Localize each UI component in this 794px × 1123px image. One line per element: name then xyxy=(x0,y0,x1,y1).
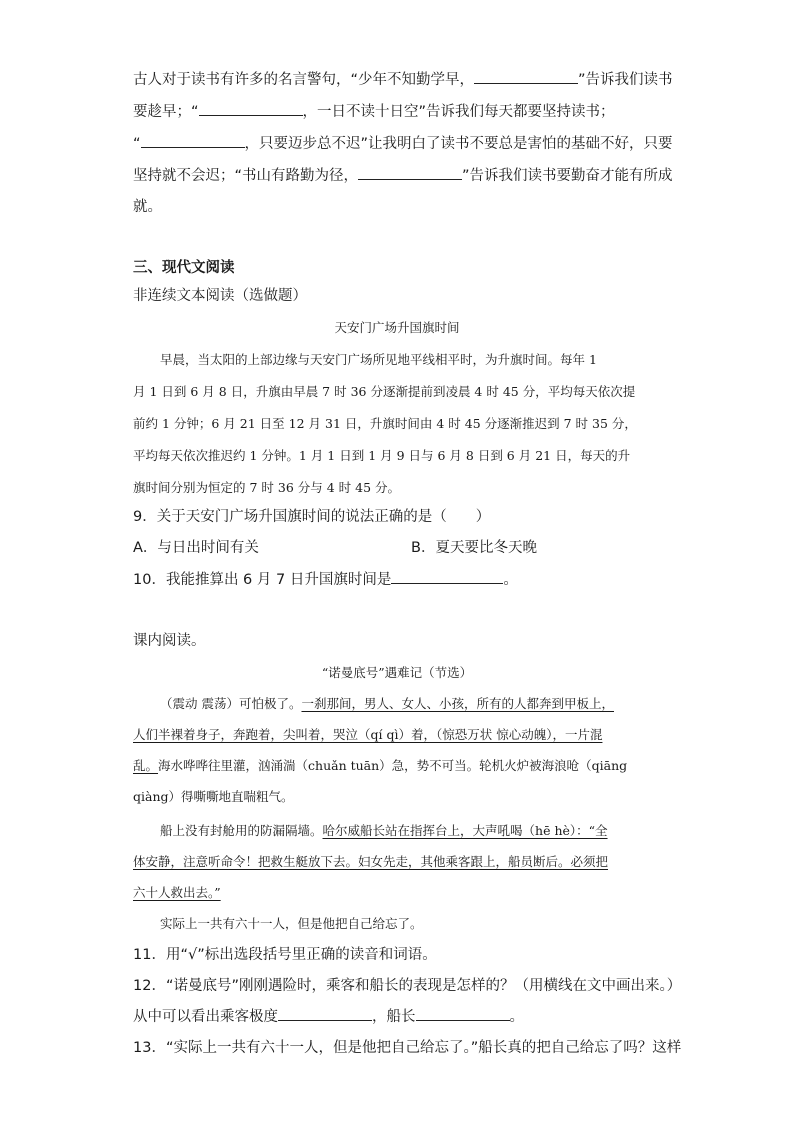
passage-line xyxy=(160,821,608,841)
answer-blank-3[interactable] xyxy=(141,133,245,148)
text: ”告诉我们读书 xyxy=(578,72,673,88)
answer-blank-passengers[interactable] xyxy=(278,1006,372,1021)
passage-line: 平均每天依次推迟约 1 分钟。1 月 1 日到 1 月 9 日与 6 月 8 日到 6 月 21 日，每天的升 xyxy=(133,448,631,463)
passage-line: 早晨，当太阳的上部边缘与天安门广场所见地平线相平时，为升旗时间。每年 1 xyxy=(160,352,597,367)
passage-line: 月 1 日到 6 月 8 日，升旗由早晨 7 时 36 分逐渐提前到凌晨 4 时 45 分，平均每天依次提 xyxy=(133,384,636,399)
passage-title: “诺曼底号”遇难记（节选） xyxy=(321,665,473,680)
text: 船上没有封舱用的防漏隔墙。 xyxy=(160,823,323,838)
section-intro: 课内阅读。 xyxy=(133,633,206,649)
passage-line xyxy=(160,694,614,714)
text: 古人对于读书有许多的名言警句，“少年不知勤学早， xyxy=(133,72,475,88)
option-b[interactable]: B．夏天要比冬天晚 xyxy=(411,540,537,556)
question-13: 13．“实际上一共有六十一人，但是他把自己给忘了。”船长真的把自己给忘了吗？这样 xyxy=(133,1040,682,1056)
quote-line-2 xyxy=(133,101,615,122)
text: 坚持就不会迟；“书山有路勤为径， xyxy=(133,168,359,184)
underlined-text: 一刹那间，男人、女人、小孩，所有的人都奔到甲板上， xyxy=(301,696,614,711)
text: 。 xyxy=(503,572,518,588)
text: ”告诉我们读书要勤奋才能有所成 xyxy=(462,168,673,184)
underlined-text: 哈尔威船长站在指挥台上，大声吼喝（hē hè）：“全 xyxy=(322,823,608,838)
quote-line-3 xyxy=(133,133,673,154)
answer-blank-captain[interactable] xyxy=(416,1006,510,1021)
underlined-text: 六十人救出去。” xyxy=(133,885,221,900)
answer-blank-q10[interactable] xyxy=(391,569,503,584)
option-a[interactable]: A．与日出时间有关 xyxy=(133,540,259,556)
text: 海水哗哗往里灌，汹涌湍（chuǎn tuān）急，势不可当。轮机火炉被海浪呛（qiāng xyxy=(158,758,628,773)
question-11: 11．用“√”标出选段括号里正确的读音和词语。 xyxy=(133,947,437,963)
text: 要趁早；“ xyxy=(133,104,199,120)
question-12-answer xyxy=(133,1006,524,1027)
passage-line: 前约 1 分钟；6 月 21 日至 12 月 31 日，升旗时间由 4 时 45 分逐渐推迟到 7 时 35 分， xyxy=(133,416,637,431)
question-12: 12．“诺曼底号”刚刚遇险时，乘客和船长的表现是怎样的？（用横线在文中画出来。） xyxy=(133,978,682,994)
quote-line-5: 就。 xyxy=(133,199,162,215)
text: ，只要迈步总不迟”让我明白了读书不要总是害怕的基础不好，只要 xyxy=(244,136,673,152)
text: 从中可以看出乘客极度 xyxy=(133,1009,278,1025)
text: （震动 震荡）可怕极了。 xyxy=(160,696,302,711)
underlined-text: 人们半裸着身子，奔跑着，尖叫着，哭泣（qí qì）着，（惊恐万状 惊心动魄），一片混 xyxy=(133,727,603,742)
question-10 xyxy=(133,569,518,590)
underlined-text: 乱。 xyxy=(133,758,159,773)
quote-line-4 xyxy=(133,165,673,186)
passage-line: 旗时间分别为恒定的 7 时 36 分与 4 时 45 分。 xyxy=(133,480,401,495)
underlined-text: 体安静，注意听命令！把救生艇放下去。妇女先走，其他乘客跟上，船员断后。必须把 xyxy=(133,854,609,869)
section-subheading: 非连续文本阅读（选做题） xyxy=(133,288,307,304)
text: 10．我能推算出 6 月 7 日升国旗时间是 xyxy=(133,572,392,588)
answer-blank-2[interactable] xyxy=(199,101,303,116)
passage-line: qiàng）得嘶嘶地直喘粗气。 xyxy=(133,789,294,804)
question-9: 9．关于天安门广场升国旗时间的说法正确的是（ ） xyxy=(133,509,491,525)
passage-title: 天安门广场升国旗时间 xyxy=(334,320,460,335)
answer-blank-1[interactable] xyxy=(474,69,578,84)
text: 。 xyxy=(509,1009,524,1025)
answer-blank-4[interactable] xyxy=(358,165,462,180)
text: ，一日不读十日空”告诉我们每天都要坚持读书； xyxy=(302,104,615,120)
section-heading: 三、现代文阅读 xyxy=(133,260,235,276)
text: “ xyxy=(133,136,141,152)
text: ，船长 xyxy=(372,1009,416,1025)
passage-line xyxy=(133,756,627,776)
passage-line: 实际上一共有六十一人，但是他把自己给忘了。 xyxy=(160,916,423,931)
quote-line-1 xyxy=(133,69,673,90)
